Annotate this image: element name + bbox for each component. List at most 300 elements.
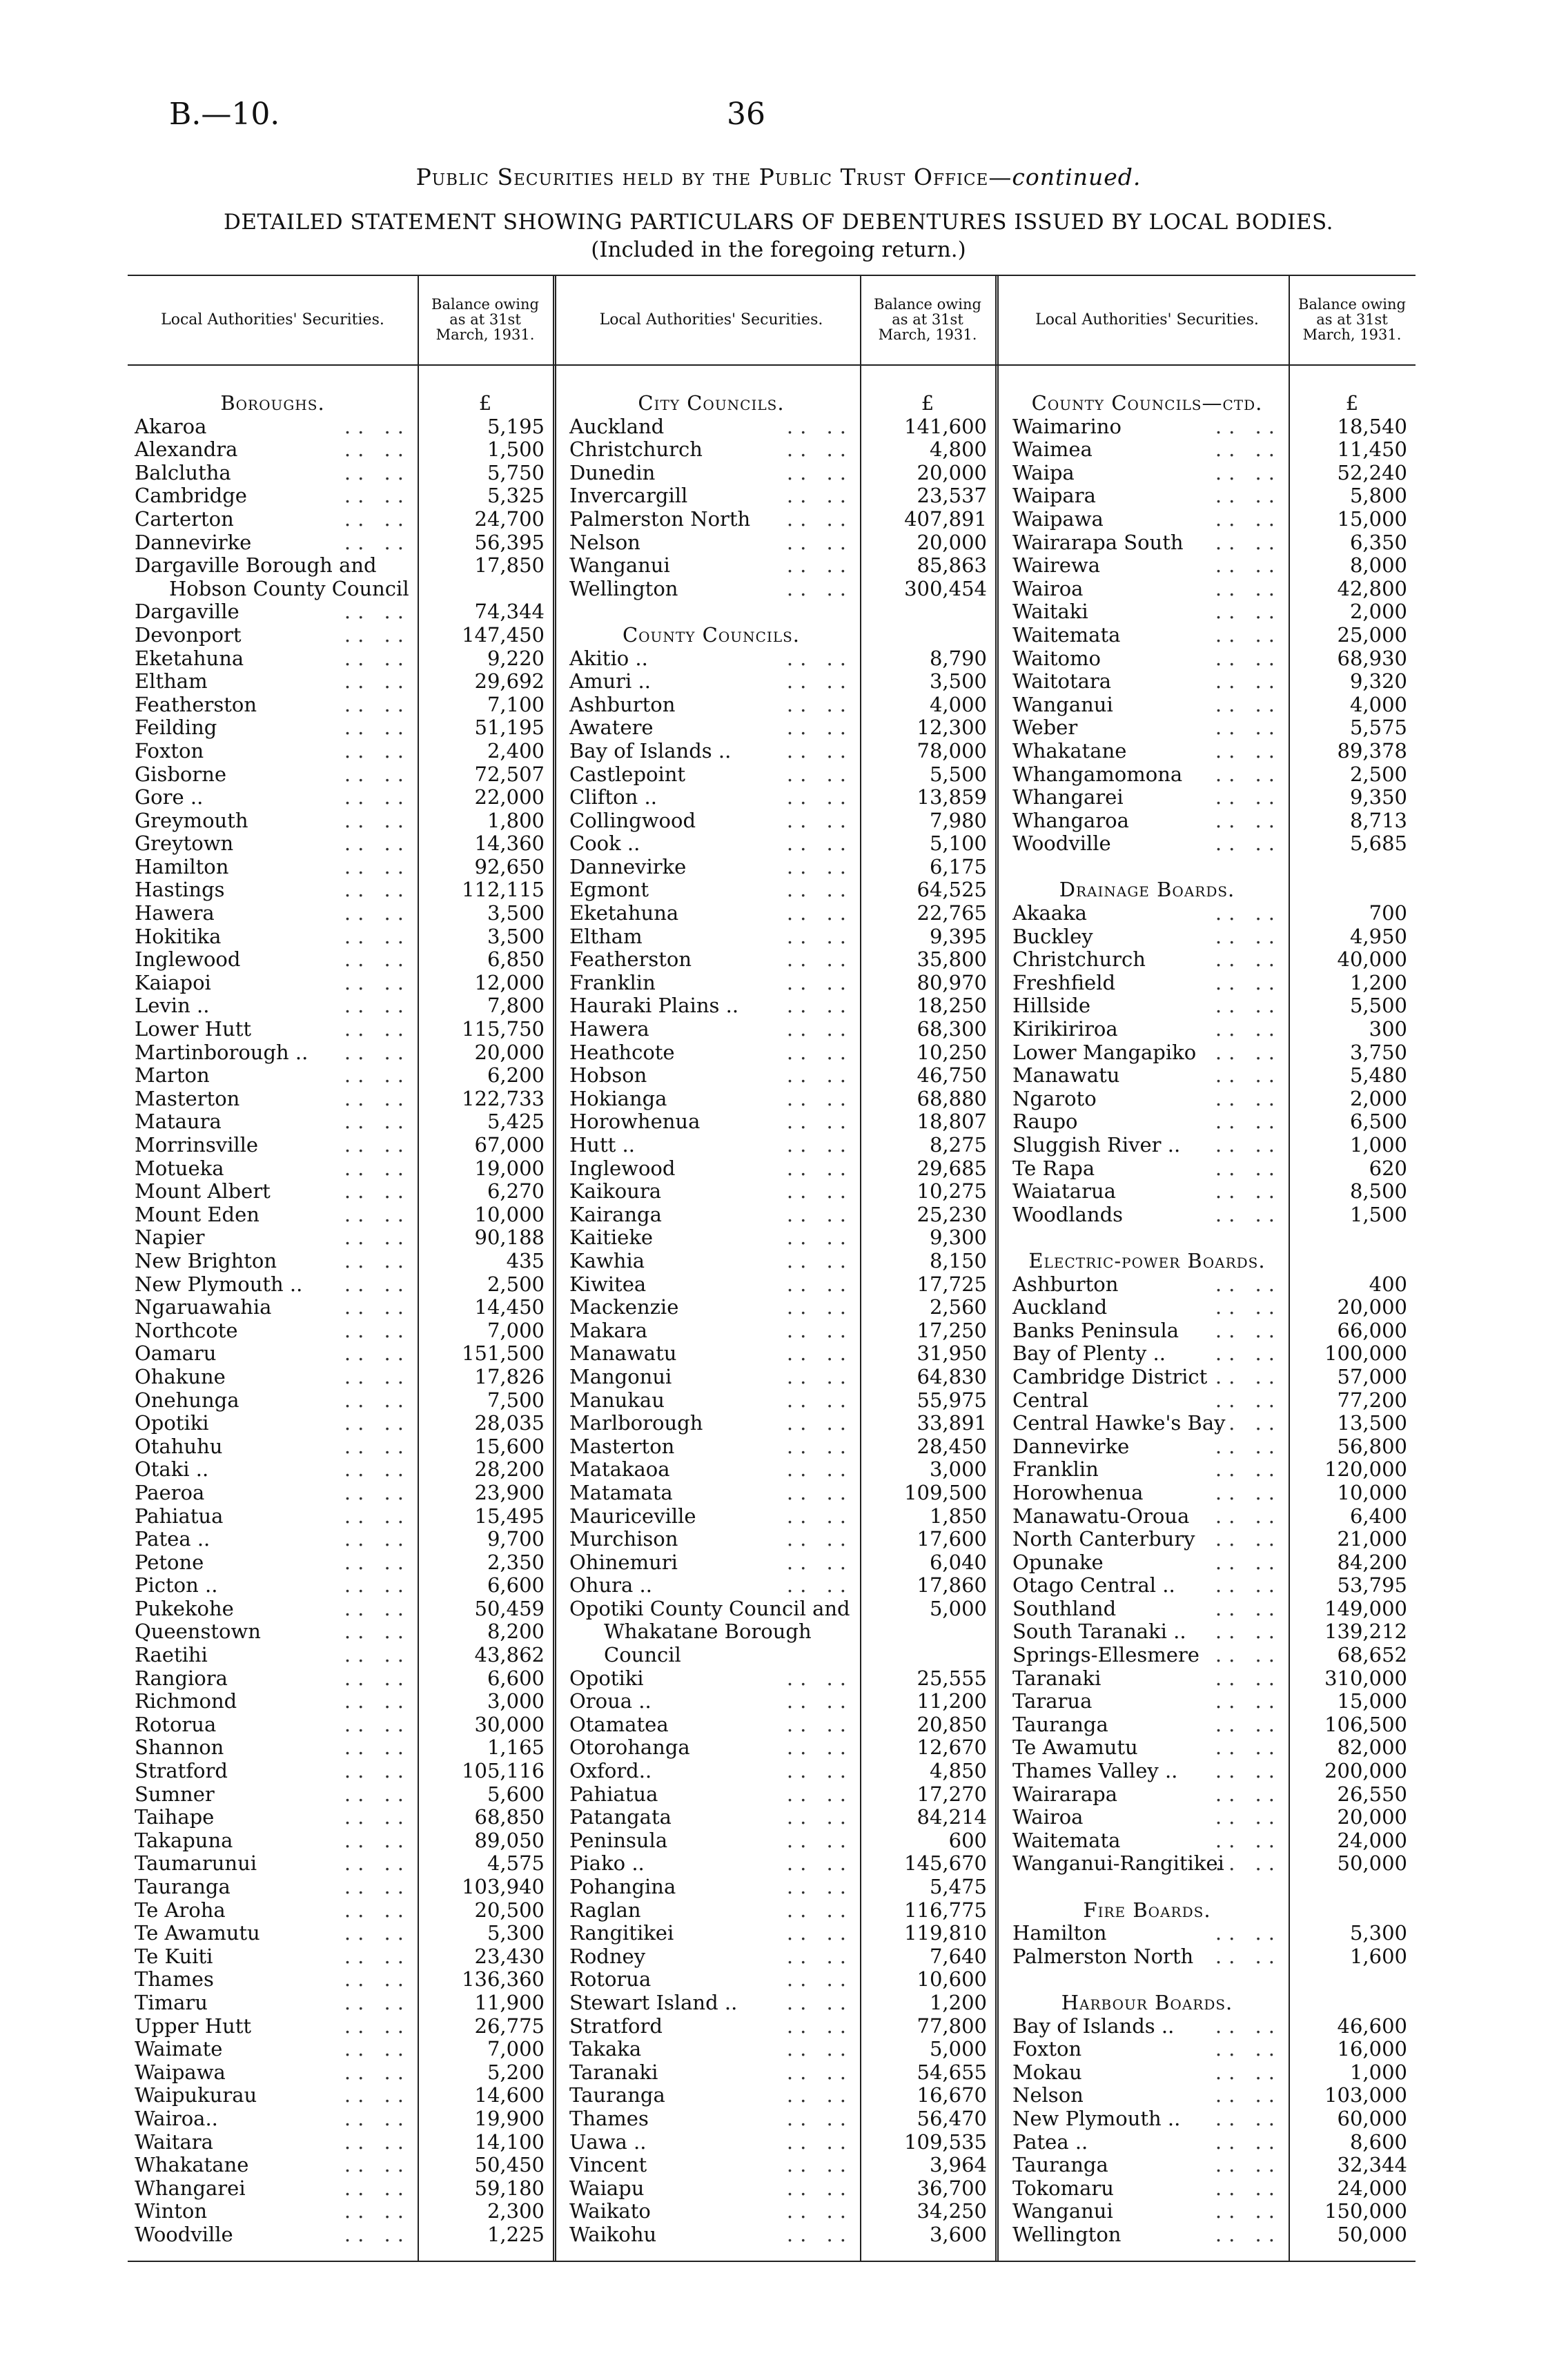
table-row bbox=[1006, 1088, 1289, 1111]
balance-amount: 36,700 bbox=[917, 2176, 987, 2200]
balance-amount: 14,100 bbox=[474, 2130, 545, 2154]
authority-name: Greytown bbox=[135, 832, 234, 856]
balance-amount: 5,475 bbox=[929, 1875, 987, 1898]
balance-amount: 15,600 bbox=[474, 1434, 545, 1458]
leader-dots: .. .. bbox=[1215, 738, 1282, 763]
balance-amount: 12,000 bbox=[474, 970, 545, 994]
authority-name: Invercargill bbox=[569, 484, 688, 508]
balance-amount: 13,500 bbox=[1337, 1411, 1407, 1435]
authority-name: Banks Peninsula bbox=[1012, 1318, 1179, 1342]
table-row bbox=[128, 578, 418, 601]
authority-name: Manawatu bbox=[569, 1341, 677, 1366]
balance-amount: 11,200 bbox=[917, 1689, 987, 1713]
balance-amount: 9,350 bbox=[1349, 785, 1407, 809]
authority-name: Timaru bbox=[135, 1990, 208, 2014]
leader-dots: .. .. bbox=[344, 1226, 411, 1250]
balance-amount: 3,500 bbox=[487, 924, 545, 948]
table-row bbox=[128, 1226, 418, 1250]
balance-amount: 8,000 bbox=[1349, 553, 1407, 578]
column-header-authorities: Local Authorities' Securities. bbox=[599, 311, 823, 328]
leader-dots: .. .. bbox=[344, 1202, 411, 1226]
authority-name: Palmerston North bbox=[1012, 1944, 1194, 1968]
table-row bbox=[562, 1736, 860, 1760]
authority-name: Matamata bbox=[569, 1480, 673, 1504]
table-row bbox=[128, 1690, 418, 1713]
leader-dots: .. .. bbox=[786, 1295, 853, 1319]
leader-dots: .. .. bbox=[786, 738, 853, 763]
authority-name: Thames bbox=[135, 1967, 214, 1991]
authority-name: Greymouth bbox=[135, 808, 248, 832]
table-row bbox=[562, 763, 860, 787]
leader-dots: .. .. bbox=[1215, 1666, 1282, 1690]
balance-amount: 42,800 bbox=[1337, 576, 1407, 600]
table-row bbox=[1006, 1226, 1289, 1250]
table-row bbox=[1006, 2084, 1289, 2107]
balance-amount: 1,000 bbox=[1349, 1133, 1407, 1157]
table-row bbox=[1006, 1018, 1289, 1041]
table-row bbox=[128, 1597, 418, 1621]
balance-amount: 6,600 bbox=[487, 1573, 545, 1597]
authority-name: Gisborne bbox=[135, 762, 227, 786]
balance-amount: 25,230 bbox=[917, 1202, 987, 1226]
table-row bbox=[562, 716, 860, 740]
leader-dots: .. .. bbox=[786, 1504, 853, 1528]
authority-name: Tauranga bbox=[1012, 2153, 1108, 2177]
leader-dots: .. .. bbox=[1215, 832, 1282, 856]
balance-amount bbox=[418, 578, 553, 601]
leader-dots: .. .. bbox=[1215, 970, 1282, 994]
leader-dots: .. .. bbox=[1215, 1179, 1282, 1203]
balance-amount: 122,733 bbox=[462, 1086, 545, 1110]
leader-dots: .. .. bbox=[1215, 414, 1282, 438]
table-row bbox=[1006, 1713, 1289, 1737]
table-row bbox=[1006, 2154, 1289, 2177]
table-row bbox=[1006, 1690, 1289, 1713]
table-row bbox=[128, 1203, 418, 1227]
balance-amount: 5,300 bbox=[487, 1921, 545, 1945]
authority-name: Whangarei bbox=[135, 2176, 246, 2200]
table-row bbox=[1006, 1644, 1289, 1667]
balance-list bbox=[418, 392, 553, 2247]
authority-name: Takaka bbox=[569, 2037, 642, 2061]
balance-amount: 46,750 bbox=[917, 1063, 987, 1088]
table-row bbox=[128, 670, 418, 694]
table-row bbox=[562, 2223, 860, 2247]
authority-name: Dargaville Borough and bbox=[135, 553, 377, 578]
section-heading bbox=[1006, 1991, 1289, 2015]
table-row bbox=[128, 1342, 418, 1366]
table-row bbox=[562, 1203, 860, 1227]
balance-amount: 2,000 bbox=[1349, 1086, 1407, 1110]
balance-amount: 2,000 bbox=[1349, 600, 1407, 624]
authority-name: Tauranga bbox=[1012, 1712, 1108, 1736]
authority-name: Patea .. bbox=[135, 1527, 210, 1551]
leader-dots: .. .. bbox=[1215, 1782, 1282, 1806]
balance-amount: 68,300 bbox=[917, 1017, 987, 1041]
leader-dots: .. .. bbox=[1215, 1643, 1282, 1667]
leader-dots: .. .. bbox=[786, 1156, 853, 1180]
leader-dots: .. .. bbox=[344, 1434, 411, 1458]
leader-dots: .. .. bbox=[786, 1689, 853, 1713]
table-row bbox=[562, 902, 860, 925]
balance-amount: 115,750 bbox=[462, 1017, 545, 1041]
balance-list bbox=[1289, 392, 1416, 2247]
authority-name: Tararua bbox=[1012, 1689, 1093, 1713]
authority-name: Bay of Islands .. bbox=[569, 738, 732, 763]
authority-name: Raetihi bbox=[135, 1643, 208, 1667]
table-row bbox=[1006, 832, 1289, 856]
balance-amount: 5,000 bbox=[929, 2037, 987, 2061]
authority-name: Nelson bbox=[1012, 2083, 1084, 2107]
balance-amount: 28,200 bbox=[474, 1457, 545, 1482]
leader-dots: .. .. bbox=[344, 878, 411, 902]
balance-amount: 28,450 bbox=[917, 1434, 987, 1458]
leader-dots: .. .. bbox=[1215, 576, 1282, 600]
table-row bbox=[128, 1574, 418, 1597]
authority-name: Lower Hutt bbox=[135, 1017, 252, 1041]
balance-amount: 109,500 bbox=[904, 1480, 987, 1504]
table-row bbox=[562, 809, 860, 833]
balance-amount: 66,000 bbox=[1337, 1318, 1407, 1342]
leader-dots: .. .. bbox=[344, 1504, 411, 1528]
authority-name: Awatere bbox=[569, 716, 654, 740]
balance-amount: 9,220 bbox=[487, 646, 545, 670]
authority-name: Eketahuna bbox=[135, 646, 244, 670]
table-row bbox=[1006, 484, 1289, 508]
balance-amount: 9,395 bbox=[929, 924, 987, 948]
table-bottom-rule bbox=[128, 2261, 1416, 2262]
authority-name: Carterton bbox=[135, 507, 234, 531]
leader-dots: .. .. bbox=[786, 1388, 853, 1412]
balance-amount: 77,800 bbox=[917, 2014, 987, 2038]
balance-amount: 18,540 bbox=[1337, 414, 1407, 438]
currency-unit bbox=[1289, 878, 1416, 902]
authority-name: Murchison bbox=[569, 1527, 678, 1551]
currency-unit bbox=[860, 624, 995, 647]
section-heading bbox=[562, 624, 860, 647]
table-row bbox=[128, 856, 418, 879]
table-row bbox=[128, 1852, 418, 1876]
balance-amount: 119,810 bbox=[904, 1921, 987, 1945]
balance-amount: 72,507 bbox=[474, 762, 545, 786]
authority-name: Onehunga bbox=[135, 1388, 239, 1412]
balance-amount: 11,450 bbox=[1337, 437, 1407, 462]
balance-amount: 4,000 bbox=[929, 692, 987, 716]
balance-amount: 68,880 bbox=[917, 1086, 987, 1110]
balance-amount: 74,344 bbox=[474, 600, 545, 624]
authority-name: Ohakune bbox=[135, 1364, 226, 1388]
leader-dots: .. .. bbox=[1215, 1851, 1282, 1876]
table-row bbox=[562, 2107, 860, 2131]
leader-dots: .. .. bbox=[344, 1875, 411, 1898]
balance-amount: 8,275 bbox=[929, 1133, 987, 1157]
leader-dots: .. .. bbox=[344, 1967, 411, 1991]
leader-dots: .. .. bbox=[344, 669, 411, 694]
balance-amount: 34,250 bbox=[917, 2199, 987, 2223]
leader-dots: .. .. bbox=[1215, 2060, 1282, 2084]
table-row bbox=[562, 415, 860, 439]
table-row bbox=[1006, 1736, 1289, 1760]
table-row bbox=[128, 1876, 418, 1899]
balance-amount: 1,200 bbox=[1349, 970, 1407, 994]
authority-name: Northcote bbox=[135, 1318, 238, 1342]
leader-dots: .. .. bbox=[786, 1480, 853, 1504]
leader-dots: .. .. bbox=[344, 1318, 411, 1342]
authority-name: Paeroa bbox=[135, 1480, 205, 1504]
table-row bbox=[1006, 1945, 1289, 1969]
table-row bbox=[128, 786, 418, 809]
authority-name: Christchurch bbox=[1012, 947, 1146, 972]
balance-amount: 300,454 bbox=[904, 576, 987, 600]
table-row bbox=[128, 531, 418, 555]
balance-amount: 32,344 bbox=[1337, 2153, 1407, 2177]
authority-name: Cambridge bbox=[135, 484, 247, 508]
title-main: Public Securities held by the Public Trust Office— bbox=[415, 164, 1012, 190]
currency-unit bbox=[1289, 1250, 1416, 1273]
table-row bbox=[1006, 1505, 1289, 1528]
authority-name: Featherston bbox=[569, 947, 692, 972]
authority-name: Tokomaru bbox=[1012, 2176, 1114, 2200]
balance-amount: 84,214 bbox=[917, 1805, 987, 1829]
balance-amount: 6,850 bbox=[487, 947, 545, 972]
balance-amount: 14,600 bbox=[474, 2083, 545, 2107]
leader-dots: .. .. bbox=[344, 2106, 411, 2130]
table-row bbox=[1006, 994, 1289, 1018]
leader-dots: .. .. bbox=[786, 1133, 853, 1157]
authority-name: Hutt .. bbox=[569, 1133, 635, 1157]
balance-amount: 5,600 bbox=[487, 1782, 545, 1806]
table-row bbox=[562, 694, 860, 717]
balance-amount: 147,450 bbox=[462, 622, 545, 647]
leader-dots: .. .. bbox=[344, 1851, 411, 1876]
table-row bbox=[128, 1180, 418, 1203]
balance-amount bbox=[1289, 1968, 1416, 1991]
section-heading-label: Harbour Boards. bbox=[1061, 1990, 1233, 2014]
balance-amount: 11,900 bbox=[474, 1990, 545, 2014]
authority-name: Southland bbox=[1012, 1596, 1117, 1620]
balance-amount: 55,975 bbox=[917, 1388, 987, 1412]
leader-dots: .. .. bbox=[344, 2014, 411, 2038]
title-continued: continued. bbox=[1012, 164, 1142, 190]
table-row bbox=[562, 2154, 860, 2177]
table-row bbox=[562, 1945, 860, 1969]
authority-name: Otorohanga bbox=[569, 1735, 690, 1760]
authority-name: Pukekohe bbox=[135, 1596, 234, 1620]
balance-amount: 82,000 bbox=[1337, 1735, 1407, 1760]
leader-dots: .. .. bbox=[1215, 2199, 1282, 2223]
authority-name: Rodney bbox=[569, 1944, 646, 1968]
table-row bbox=[128, 1319, 418, 1343]
balance-amount bbox=[1289, 856, 1416, 879]
leader-dots: .. .. bbox=[786, 2060, 853, 2084]
authority-name: Manawatu bbox=[1012, 1063, 1120, 1088]
balance-amount bbox=[1289, 1876, 1416, 1899]
balance-amount: 20,000 bbox=[1337, 1805, 1407, 1829]
authority-name: North Canterbury bbox=[1012, 1527, 1195, 1551]
balance-amount: 5,685 bbox=[1349, 832, 1407, 856]
balance-amount: 50,000 bbox=[1337, 2222, 1407, 2246]
authority-name: Kaikoura bbox=[569, 1179, 662, 1203]
column-header-balance: Balance owing as at 31st March, 1931. bbox=[1298, 296, 1406, 343]
balance-amount: 19,900 bbox=[474, 2106, 545, 2130]
balance-amount: 22,000 bbox=[474, 785, 545, 809]
balance-amount: 7,980 bbox=[929, 808, 987, 832]
leader-dots: .. .. bbox=[344, 924, 411, 948]
leader-dots: .. .. bbox=[1215, 1272, 1282, 1296]
table-row bbox=[1006, 1203, 1289, 1227]
authority-name: Wellington bbox=[1012, 2222, 1122, 2246]
leader-dots: .. .. bbox=[344, 1735, 411, 1760]
table-header-rule bbox=[128, 364, 1416, 366]
balance-amount: 6,040 bbox=[929, 1550, 987, 1574]
table-row bbox=[128, 740, 418, 763]
leader-dots: .. .. bbox=[1215, 1156, 1282, 1180]
balance-amount: 5,300 bbox=[1349, 1921, 1407, 1945]
table-row bbox=[1006, 1620, 1289, 1644]
table-row bbox=[128, 2131, 418, 2154]
leader-dots: .. .. bbox=[1215, 507, 1282, 531]
leader-dots: .. .. bbox=[344, 738, 411, 763]
authority-name: Winton bbox=[135, 2199, 208, 2223]
table-row bbox=[128, 554, 418, 578]
leader-dots: .. .. bbox=[1215, 1527, 1282, 1551]
leader-dots: .. .. bbox=[344, 1457, 411, 1482]
table-row bbox=[562, 1760, 860, 1783]
authority-name: Hokianga bbox=[569, 1086, 667, 1110]
balance-amount: 35,800 bbox=[917, 947, 987, 972]
authority-name: Mangonui bbox=[569, 1364, 672, 1388]
table-row bbox=[562, 1342, 860, 1366]
authority-name: Uawa .. bbox=[569, 2130, 647, 2154]
balance-amount: 85,863 bbox=[917, 553, 987, 578]
leader-dots: .. .. bbox=[1215, 1295, 1282, 1319]
authority-name: Raupo bbox=[1012, 1110, 1078, 1134]
authority-name: Pahiatua bbox=[135, 1504, 224, 1528]
balance-amount: 10,275 bbox=[917, 1179, 987, 1203]
authority-name: Horowhenua bbox=[569, 1110, 701, 1134]
authority-name: Palmerston North bbox=[569, 507, 751, 531]
balance-amount: 18,807 bbox=[917, 1110, 987, 1134]
leader-dots: .. .. bbox=[344, 947, 411, 972]
leader-dots: .. .. bbox=[786, 1318, 853, 1342]
table-row bbox=[1006, 2200, 1289, 2223]
authority-name: Dannevirke bbox=[1012, 1434, 1130, 1458]
balance-amount: 67,000 bbox=[474, 1133, 545, 1157]
authority-name: Mokau bbox=[1012, 2060, 1082, 2084]
leader-dots: .. .. bbox=[786, 716, 853, 740]
balance-amount: 5,500 bbox=[929, 762, 987, 786]
balance-amount: 18,250 bbox=[917, 994, 987, 1018]
authority-name: Eketahuna bbox=[569, 901, 679, 925]
leader-dots: .. .. bbox=[344, 2199, 411, 2223]
leader-dots: .. .. bbox=[1215, 622, 1282, 647]
leader-dots: .. .. bbox=[786, 924, 853, 948]
authority-name: Takapuna bbox=[135, 1828, 233, 1852]
table-row bbox=[1006, 600, 1289, 624]
authority-name: Mataura bbox=[135, 1110, 222, 1134]
balance-amount: 17,826 bbox=[474, 1364, 545, 1388]
table-row bbox=[562, 1505, 860, 1528]
authority-name: Waipa bbox=[1012, 460, 1075, 484]
table-row bbox=[1006, 1667, 1289, 1691]
authority-name: Central Hawke's Bay bbox=[1012, 1411, 1226, 1435]
authority-name: Motueka bbox=[135, 1156, 224, 1180]
authority-name: Inglewood bbox=[135, 947, 241, 972]
leader-dots: .. .. bbox=[344, 1550, 411, 1574]
leader-dots: .. .. bbox=[1215, 553, 1282, 578]
table-row bbox=[562, 1041, 860, 1065]
authority-name: Manawatu-Oroua bbox=[1012, 1504, 1190, 1528]
table-row bbox=[562, 1226, 860, 1250]
leader-dots: .. .. bbox=[344, 1063, 411, 1088]
authority-name: South Taranaki .. bbox=[1012, 1620, 1186, 1644]
authority-name: New Plymouth .. bbox=[135, 1272, 303, 1296]
balance-amount: 151,500 bbox=[462, 1341, 545, 1366]
table-row bbox=[1006, 415, 1289, 439]
balance-amount: 22,765 bbox=[917, 901, 987, 925]
authority-name: Sumner bbox=[135, 1782, 215, 1806]
section-heading bbox=[1006, 1899, 1289, 1922]
table-row bbox=[128, 2107, 418, 2131]
table-row bbox=[128, 1620, 418, 1644]
page-number: 36 bbox=[727, 97, 765, 132]
table-row bbox=[1006, 1134, 1289, 1157]
balance-amount: 77,200 bbox=[1337, 1388, 1407, 1412]
balance-amount: 620 bbox=[1369, 1156, 1407, 1180]
authority-name: Balclutha bbox=[135, 460, 231, 484]
table-row bbox=[128, 1018, 418, 1041]
leader-dots: .. .. bbox=[1215, 1388, 1282, 1412]
table-row bbox=[1006, 1829, 1289, 1853]
balance-amount: 2,300 bbox=[487, 2199, 545, 2223]
leader-dots: .. .. bbox=[786, 2199, 853, 2223]
table-row bbox=[562, 1968, 860, 1991]
authority-name: Horowhenua bbox=[1012, 1480, 1144, 1504]
table-row bbox=[1006, 2061, 1289, 2085]
leader-dots: .. .. bbox=[344, 1805, 411, 1829]
leader-dots: .. .. bbox=[786, 1179, 853, 1203]
leader-dots: .. .. bbox=[344, 414, 411, 438]
authority-name: Makara bbox=[569, 1318, 647, 1342]
authority-name: Vincent bbox=[569, 2153, 647, 2177]
balance-amount: 136,360 bbox=[462, 1967, 545, 1991]
balance-amount: 68,850 bbox=[474, 1805, 545, 1829]
leader-dots: .. .. bbox=[344, 1411, 411, 1435]
table-row bbox=[562, 1620, 860, 1644]
table-row bbox=[562, 948, 860, 972]
balance-amount: 407,891 bbox=[904, 507, 987, 531]
authority-name: Akaaka bbox=[1012, 901, 1087, 925]
leader-dots: .. .. bbox=[786, 2083, 853, 2107]
table-row bbox=[562, 1876, 860, 1899]
table-row bbox=[128, 1088, 418, 1111]
table-row bbox=[562, 1667, 860, 1691]
balance-amount: 6,400 bbox=[1349, 1504, 1407, 1528]
authority-name: Rotorua bbox=[135, 1712, 217, 1736]
balance-amount: 4,800 bbox=[929, 437, 987, 462]
table-row bbox=[1006, 1783, 1289, 1807]
balance-amount: 435 bbox=[506, 1248, 545, 1272]
table-row bbox=[562, 1412, 860, 1435]
authority-name: Woodlands bbox=[1012, 1202, 1124, 1226]
table-row bbox=[128, 1667, 418, 1691]
table-row bbox=[562, 508, 860, 531]
leader-dots: .. .. bbox=[1215, 1480, 1282, 1504]
balance-amount: 8,500 bbox=[1349, 1179, 1407, 1203]
leader-dots: .. .. bbox=[786, 1805, 853, 1829]
balance-amount: 10,600 bbox=[917, 1967, 987, 1991]
authority-name: Waitemata bbox=[1012, 622, 1121, 647]
